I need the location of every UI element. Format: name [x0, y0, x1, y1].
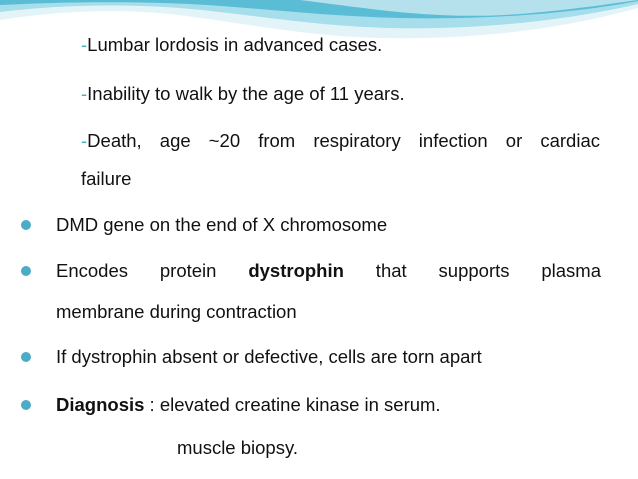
bullet-encodes-protein-line1: Encodes protein dystrophin that supports plasma [56, 260, 602, 281]
bullet-dot [21, 400, 31, 410]
sub-item-lumbar-lordosis: -Lumbar lordosis in advanced cases. [81, 34, 383, 55]
bullet-diagnosis-line2: muscle biopsy. [177, 437, 298, 458]
term-dystrophin: dystrophin [248, 260, 344, 281]
bullet-diagnosis: Diagnosis : elevated creatine kinase in serum. [56, 394, 441, 415]
bullet-dystrophin-absent: If dystrophin absent or defective, cells are torn apart [56, 346, 482, 367]
bullet-encodes-protein-line2: membrane during contraction [56, 301, 297, 322]
bullet-dot [21, 352, 31, 362]
bullet-dmd-gene: DMD gene on the end of X chromosome [56, 214, 388, 235]
bullet-dot [21, 220, 31, 230]
term-diagnosis: Diagnosis [56, 394, 145, 415]
sub-item-death-line2: failure [81, 168, 132, 189]
sub-item-inability-walk: -Inability to walk by the age of 11 years. [81, 83, 405, 104]
sub-item-death-line1: -Death, age ~20 from respiratory infection or cardiac [81, 130, 600, 151]
bullet-dot [21, 266, 31, 276]
